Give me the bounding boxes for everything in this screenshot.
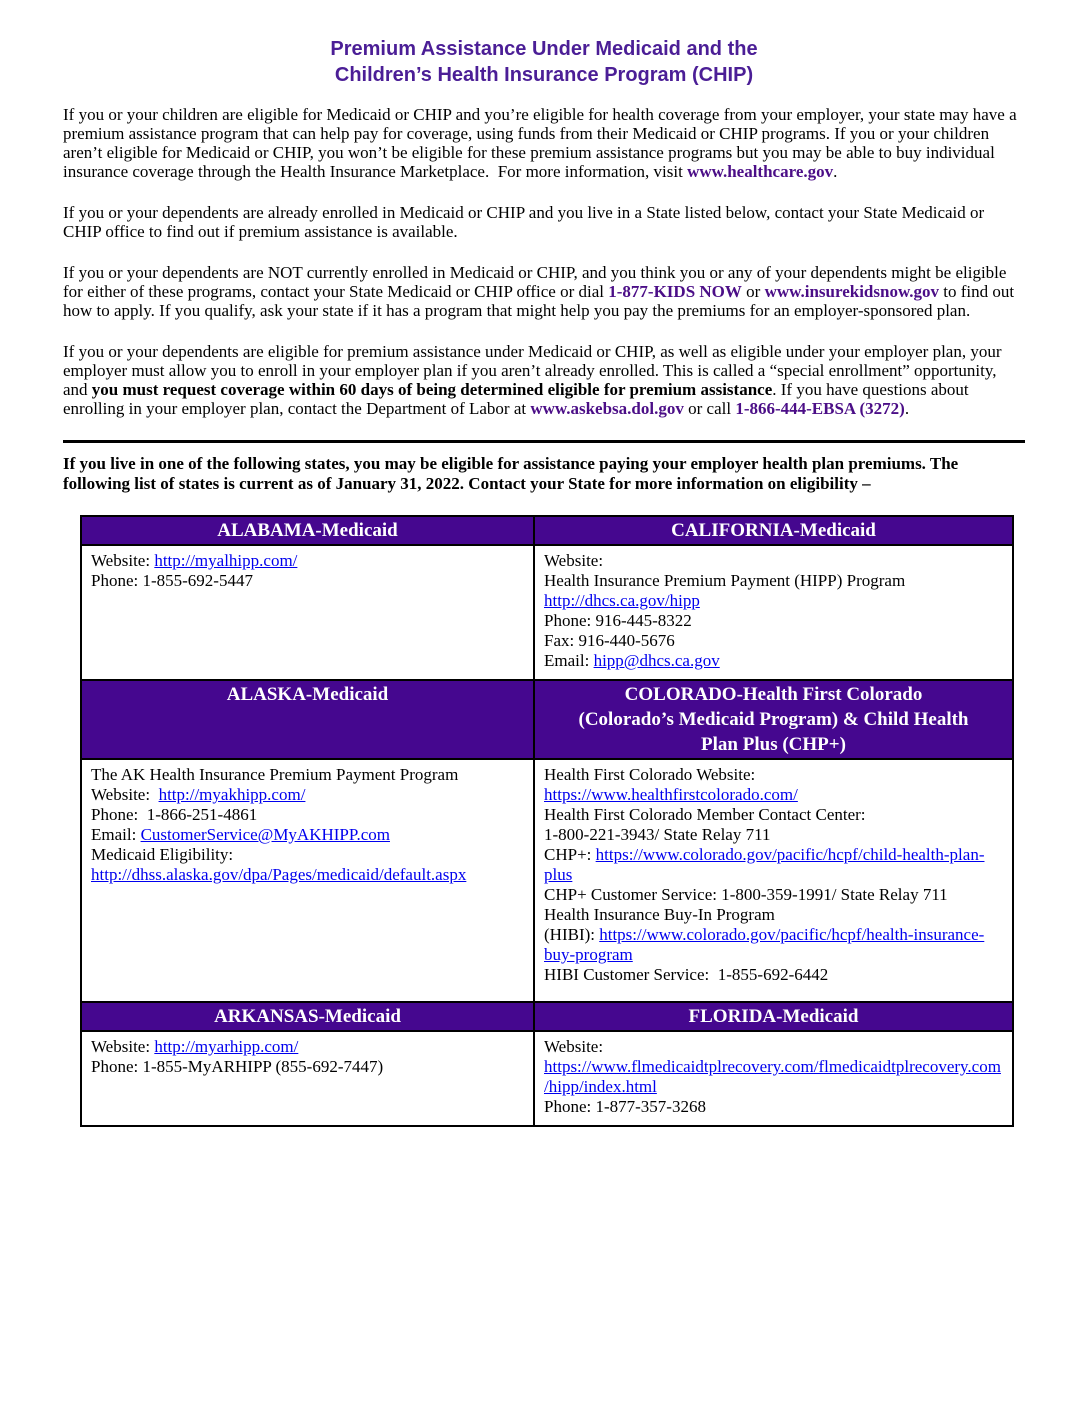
info-line	[91, 785, 525, 805]
paragraph-already-enrolled	[63, 203, 1025, 241]
info-link[interactable]: https://www.colorado.gov/pacific/hcpf/child-health-plan-plus	[544, 845, 985, 884]
state-header-line: ALASKA-Medicaid	[226, 684, 389, 705]
state-info-row-2	[81, 759, 1013, 1002]
info-label: Phone: 1-855-692-5447	[91, 571, 253, 590]
state-info-california	[534, 545, 1013, 680]
info-label: Phone: 916-445-8322	[544, 611, 692, 630]
paragraph-text: .	[904, 399, 910, 418]
info-link[interactable]: http://dhss.alaska.gov/dpa/Pages/medicaid/default.aspx	[91, 865, 467, 884]
info-label: Health First Colorado Member Contact Center:	[544, 805, 866, 824]
state-header-alaska	[81, 680, 534, 759]
info-line	[544, 571, 1004, 591]
paragraph-special-enrollment	[63, 342, 1025, 418]
info-label: Website:	[91, 551, 155, 570]
info-label: Health Insurance Premium Payment (HIPP) Program	[544, 571, 906, 590]
info-label: CHP+ Customer Service: 1-800-359-1991/ State Relay 711	[544, 885, 948, 904]
info-label: HIBI Customer Service: 1-855-692-6442	[544, 965, 829, 984]
paragraph-text: .	[833, 162, 838, 181]
info-line	[91, 805, 525, 825]
state-header-row-1	[81, 516, 1013, 545]
askebsa-link[interactable]: www.askebsa.dol.gov	[530, 399, 684, 418]
state-info-colorado	[534, 759, 1013, 1002]
state-info-row-3	[81, 1031, 1013, 1126]
state-header-line: ARKANSAS-Medicaid	[214, 1006, 401, 1027]
paragraph-text: or call	[683, 399, 736, 418]
state-info-alaska	[81, 759, 534, 1002]
info-label: 1-800-221-3943/ State Relay 711	[544, 825, 771, 844]
info-line	[91, 825, 525, 845]
info-link[interactable]: https://www.healthfirstcolorado.com/	[544, 785, 798, 804]
info-label: Health Insurance Buy-In Program	[544, 905, 775, 924]
info-line	[544, 551, 1004, 571]
section-divider	[63, 440, 1025, 443]
info-link[interactable]: https://www.colorado.gov/pacific/hcpf/health-insurance-buy-program	[544, 925, 985, 964]
info-label: CHP+:	[544, 845, 596, 864]
paragraph-not-enrolled	[63, 263, 1025, 320]
insurekidsnow-link[interactable]: www.insurekidsnow.gov	[764, 282, 940, 301]
info-line	[544, 611, 1004, 631]
state-header-arkansas	[81, 1002, 534, 1031]
info-line	[91, 1057, 525, 1077]
info-link[interactable]: http://myarhipp.com/	[154, 1037, 299, 1056]
document-title	[63, 36, 1025, 88]
info-line	[544, 785, 1004, 805]
paragraph-text: or	[741, 282, 765, 301]
info-line	[544, 965, 1004, 985]
info-label: (HIBI):	[544, 925, 600, 944]
info-label: Email:	[91, 825, 141, 844]
info-line	[544, 885, 1004, 905]
info-label: Phone: 1-877-357-3268	[544, 1097, 706, 1116]
document-title-line1: Premium Assistance Under Medicaid and the	[330, 38, 758, 60]
state-header-california	[534, 516, 1013, 545]
info-line	[544, 1097, 1004, 1117]
info-line	[544, 591, 1004, 611]
paragraph-text: to find out how to apply. If you qualify, ask your state if it has a program that might help you pay the premiums for an employer-sponsored plan.	[63, 282, 1015, 320]
info-line	[544, 845, 1004, 885]
state-header-row-2	[81, 680, 1013, 759]
state-header-florida	[534, 1002, 1013, 1031]
kids-now-phone-link[interactable]: 1-877-KIDS NOW	[608, 282, 742, 301]
info-label: Website:	[91, 1037, 155, 1056]
state-header-line: (Colorado’s Medicaid Program) & Child Health	[578, 709, 969, 730]
paragraph-text: If you or your children are eligible for Medicaid or CHIP and you’re eligible for health coverage from your employer, your state may have a premium assistance program that can help pay for coverage, using funds from their Medicaid or CHIP programs. If you or your children aren’t eligible for Medicaid or CHIP, you won’t be eligible for these premium assistance programs but you may be able to buy individual insurance coverage through the Health Insurance Marketplace. For more information, visit	[63, 105, 1017, 181]
ebsa-phone-link[interactable]: 1-866-444-EBSA (3272)	[735, 399, 905, 418]
paragraph-text: If you or your dependents are eligible for premium assistance under Medicaid or CHIP, as well as eligible under your employer plan, your employer must allow you to enroll in your employer plan if you aren’t already enrolled. This is called a “special enrollment” opportunity, and	[63, 342, 1002, 399]
info-line	[544, 631, 1004, 651]
info-line	[544, 765, 1004, 785]
state-info-alabama	[81, 545, 534, 680]
info-label: Phone: 1-866-251-4861	[91, 805, 258, 824]
info-line	[544, 1057, 1004, 1097]
info-link[interactable]: CustomerService@MyAKHIPP.com	[140, 825, 390, 844]
info-line	[544, 651, 1004, 671]
state-header-line: CALIFORNIA-Medicaid	[671, 520, 876, 541]
info-line	[544, 905, 1004, 925]
info-label: Website:	[91, 785, 159, 804]
paragraph-premium-assistance	[63, 105, 1025, 181]
info-line	[544, 1037, 1004, 1057]
document-title-line2: Children’s Health Insurance Program (CHIP)	[334, 64, 754, 86]
info-label: The AK Health Insurance Premium Payment Program	[91, 765, 459, 784]
bold-60-days-text: you must request coverage within 60 days of being determined eligible for premium assistance	[91, 380, 773, 399]
info-line	[91, 765, 525, 785]
info-label: Email:	[544, 651, 594, 670]
states-table	[80, 515, 1014, 1127]
state-header-line: ALABAMA-Medicaid	[217, 520, 398, 541]
state-header-colorado	[534, 680, 1013, 759]
info-label: Medicaid Eligibility:	[91, 845, 234, 864]
info-link[interactable]: http://myalhipp.com/	[154, 551, 298, 570]
states-list-intro: If you live in one of the following states, you may be eligible for assistance paying your employer health plan premiums. The following list of states is current as of January 31, 2022. Contact your State for more information on eligibility –	[63, 454, 959, 493]
state-header-line: Plan Plus (CHP+)	[701, 734, 846, 755]
state-header-alabama	[81, 516, 534, 545]
info-line	[91, 1037, 525, 1057]
paragraph-text: If you or your dependents are NOT currently enrolled in Medicaid or CHIP, and you think you or any of your dependents might be eligible for either of these programs, contact your State Medicaid or CHIP office or dial	[63, 263, 1007, 301]
info-link[interactable]: hipp@dhcs.ca.gov	[593, 651, 720, 670]
info-link[interactable]: http://dhcs.ca.gov/hipp	[544, 591, 700, 610]
info-label: Health First Colorado Website:	[544, 765, 756, 784]
info-label: Website:	[544, 1037, 604, 1056]
info-line	[544, 925, 1004, 965]
info-label: Fax: 916-440-5676	[544, 631, 675, 650]
paragraph-text: If you or your dependents are already enrolled in Medicaid or CHIP and you live in a State listed below, contact your State Medicaid or CHIP office to find out if premium assistance is available.	[63, 203, 985, 241]
info-label: Website:	[544, 551, 604, 570]
info-line	[91, 865, 525, 885]
state-header-row-3	[81, 1002, 1013, 1031]
info-line	[544, 805, 1004, 825]
info-line	[91, 551, 525, 571]
info-line	[91, 845, 525, 865]
info-line	[91, 571, 525, 591]
paragraph-text: . If you have questions about enrolling in your employer plan, contact the Department of Labor at	[63, 380, 969, 418]
state-header-line: FLORIDA-Medicaid	[688, 1006, 859, 1027]
info-link[interactable]: http://myakhipp.com/	[158, 785, 306, 804]
healthcare-gov-link[interactable]: www.healthcare.gov	[687, 162, 834, 181]
info-line	[544, 825, 1004, 845]
state-info-row-1	[81, 545, 1013, 680]
info-label: Phone: 1-855-MyARHIPP (855-692-7447)	[91, 1057, 384, 1076]
state-info-florida	[534, 1031, 1013, 1126]
info-link[interactable]: https://www.flmedicaidtplrecovery.com/flmedicaidtplrecovery.com/hipp/index.html	[544, 1057, 1001, 1096]
state-info-arkansas	[81, 1031, 534, 1126]
state-header-line: COLORADO-Health First Colorado	[624, 684, 923, 705]
